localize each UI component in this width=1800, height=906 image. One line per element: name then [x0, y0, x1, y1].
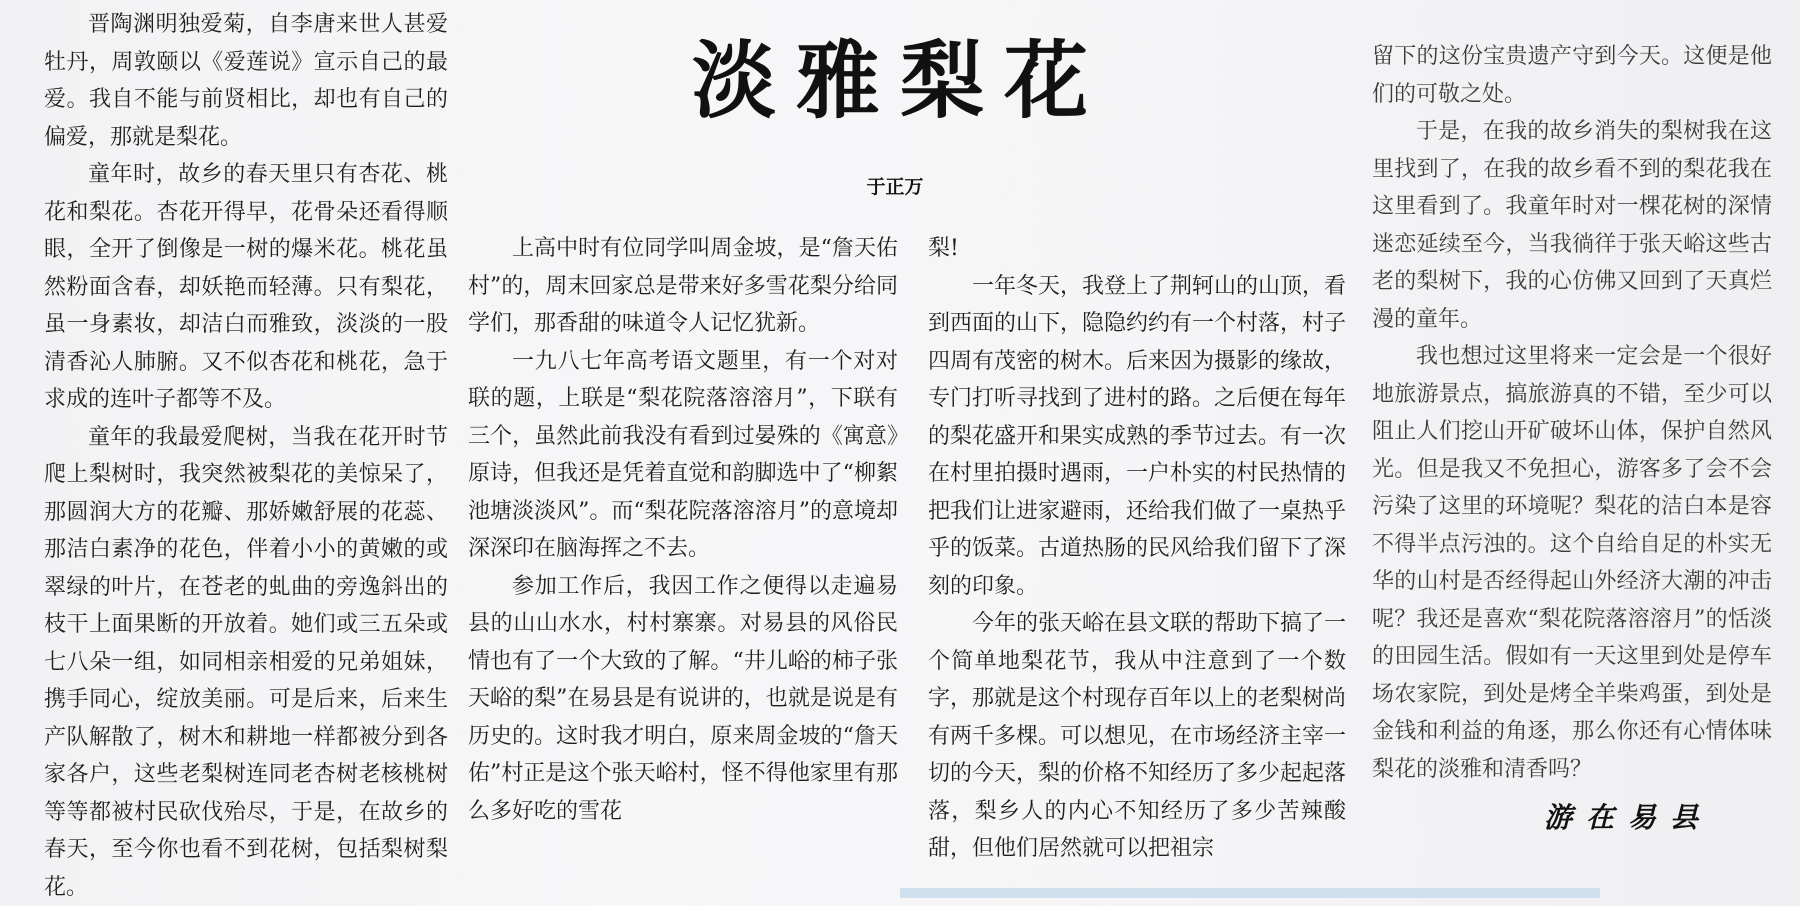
- text-column-3: [928, 230, 1346, 868]
- page-edge-strip: [900, 888, 1600, 898]
- text-column-2: [468, 230, 898, 830]
- paragraph: 晋陶渊明独爱菊，自李唐来世人甚爱牡丹，周敦颐以《爱莲说》宣示自己的最爱。我自不能与前贤相比，却也有自己的偏爱，那就是梨花。: [44, 6, 448, 156]
- photo-caption-signature: 游在易县: [1544, 796, 1724, 836]
- paragraph: 上高中时有位同学叫周金坡，是“詹天佑村”的，周末回家总是带来好多雪花梨分给同学们，那香甜的味道令人记忆犹新。: [468, 230, 898, 343]
- paragraph: 一年冬天，我登上了荆轲山的山顶，看到西面的山下，隐隐约约有一个村落，村子四周有茂密的树木。后来因为摄影的缘故，专门打听寻找到了进村的路。之后便在每年的梨花盛开和果实成熟的季节过去。有一次在村里拍摄时遇雨，一户朴实的村民热情的把我们让进家避雨，还给我们做了一桌热乎乎的饭菜。古道热肠的民风给我们留下了深刻的印象。: [928, 268, 1346, 606]
- paragraph: 童年的我最爱爬树，当我在花开时节爬上梨树时，我突然被梨花的美惊呆了，那圆润大方的花瓣、那娇嫩舒展的花蕊、那洁白素净的花色，伴着小小的黄嫩的或翠绿的叶片，在苍老的虬曲的旁逸斜出的枝干上面果断的开放着。她们或三五朵或七八朵一组，如同相亲相爱的兄弟姐妹，携手同心，绽放美丽。可是后来，后来生产队解散了，树木和耕地一样都被分到各家各户，这些老梨树连同老杏树老核桃树等等都被村民砍伐殆尽，于是，在故乡的春天，至今你也看不到花树，包括梨树梨花。: [44, 419, 448, 906]
- paragraph-continued: 梨!: [928, 230, 1346, 268]
- paragraph-continued: 留下的这份宝贵遗产守到今天。这便是他们的可敬之处。: [1372, 38, 1772, 113]
- paragraph: 今年的张天峪在县文联的帮助下搞了一个简单地梨花节，我从中注意到了一个数字，那就是这个村现存百年以上的老梨树尚有两千多棵。可以想见，在市场经济主宰一切的今天，梨的价格不知经历了多少起起落落，梨乡人的内心不知经历了多少苦辣酸甜，但他们居然就可以把祖宗: [928, 605, 1346, 868]
- author-name: 于正万: [830, 172, 960, 199]
- paragraph: 一九八七年高考语文题里，有一个对对联的题，上联是“梨花院落溶溶月”，下联有三个，虽然此前我没有看到过晏殊的《寓意》原诗，但我还是凭着直觉和韵脚选中了“柳絮池塘淡淡风”。而“梨花院落溶溶月”的意境却深深印在脑海挥之不去。: [468, 343, 898, 568]
- paragraph: 于是，在我的故乡消失的梨树我在这里找到了，在我的故乡看不到的梨花我在这里看到了。我童年时对一棵花树的深情迷恋延续至今，当我徜徉于张天峪这些古老的梨树下，我的心仿佛又回到了天真烂漫的童年。: [1372, 113, 1772, 338]
- paragraph: 童年时，故乡的春天里只有杏花、桃花和梨花。杏花开得早，花骨朵还看得顺眼，全开了倒像是一树的爆米花。桃花虽然粉面含春，却妖艳而轻薄。只有梨花，虽一身素妆，却洁白而雅致，淡淡的一股清香沁人肺腑。又不似杏花和桃花，急于求成的连叶子都等不及。: [44, 156, 448, 419]
- text-column-4: [1372, 38, 1772, 788]
- paragraph: 我也想过这里将来一定会是一个很好地旅游景点，搞旅游真的不错，至少可以阻止人们挖山开矿破坏山体，保护自然风光。但是我又不免担心，游客多了会不会污染了这里的环境呢？梨花的洁白本是容不得半点污浊的。这个自给自足的朴实无华的山村是否经得起山外经济大潮的冲击呢？我还是喜欢“梨花院落溶溶月”的恬淡的田园生活。假如有一天这里到处是停车场农家院，到处是烤全羊柴鸡蛋，到处是金钱和利益的角逐，那么你还有心情体味梨花的淡雅和清香吗？: [1372, 338, 1772, 788]
- text-column-1: [44, 6, 448, 906]
- article-title: 淡雅梨花: [640, 14, 1160, 135]
- paragraph: 参加工作后，我因工作之便得以走遍易县的山山水水，村村寨寨。对易县的风俗民情也有了一个大致的了解。“井儿峪的柿子张天峪的梨”在易县是有说讲的，也就是说是有历史的。这时我才明白，原来周金坡的“詹天佑”村正是这个张天峪村，怪不得他家里有那么多好吃的雪花: [468, 568, 898, 831]
